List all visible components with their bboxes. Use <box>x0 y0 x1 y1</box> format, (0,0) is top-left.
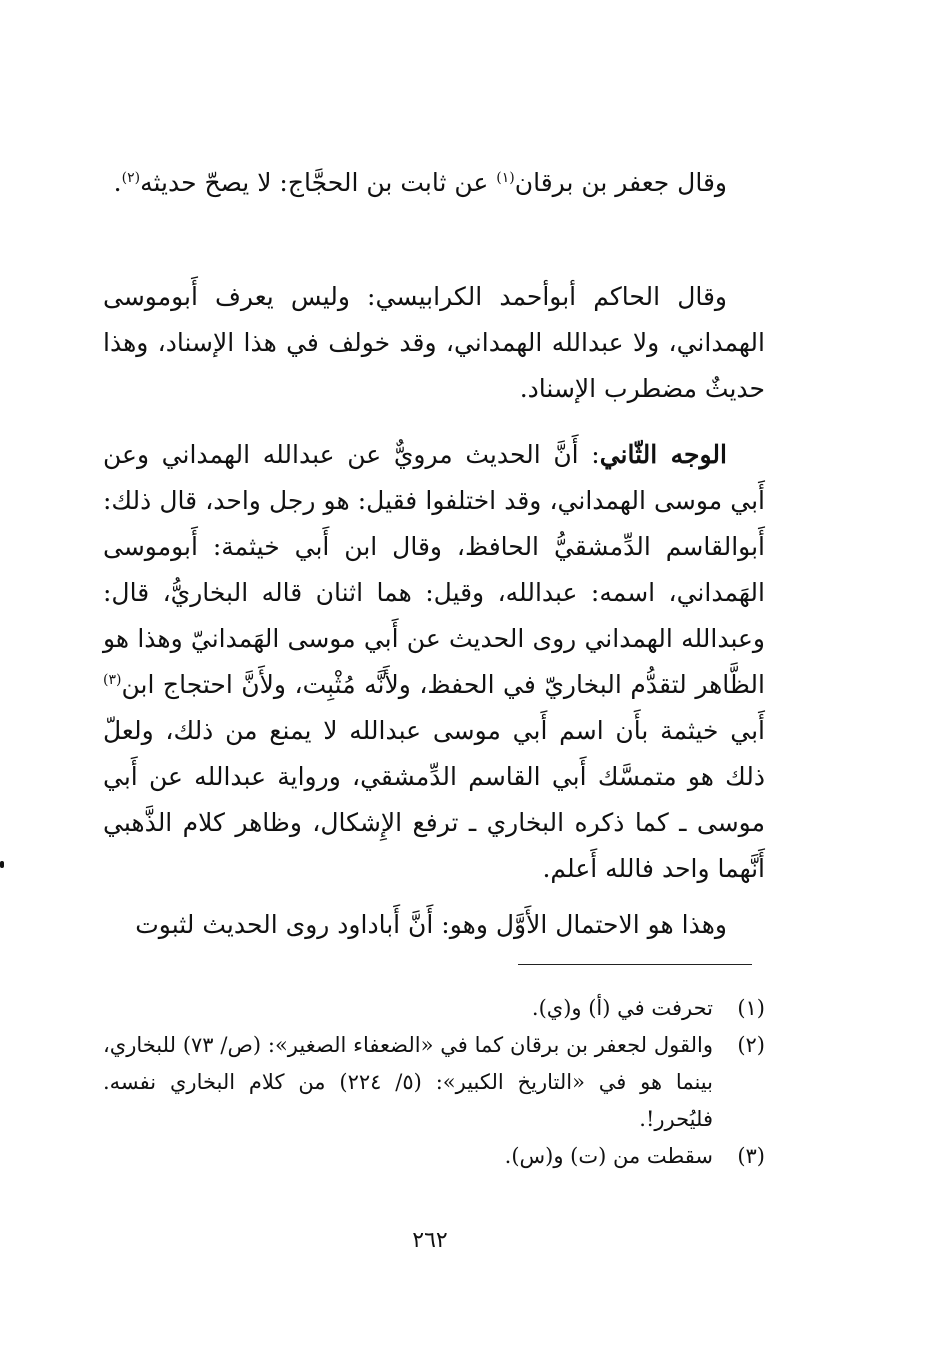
paragraph-3: الوجه الثّاني: أَنَّ الحديث مرويٌّ عن عبدالله الهمداني وعن أَبي موسى الهمداني، وقد اختلفوا فقيل: هو رجل واحد، قال ذلك: أَبوالقاسم الدِّمشقيُّ الحافظ، وقال ابن أَبي خيثمة: أَبوموسى الهَمداني، اسمه: عبدالله، وقيل: هما اثنان قاله البخاريُّ، قال: وعبدالله الهمداني روى الحديث عن أَبي موسى الهَمدانيّ وهذا هو الظَّاهر لتقدُّم البخاريّ في الحفظ، ولأَنَّه مُثْبِت، ولأَنَّ احتجاج ابن$^{(٣)}$ أَبي خيثمة بأَن اسم أَبي موسى عبدالله لا يمنع من ذلك، ولعلّ ذلك هو متمسَّك أَبي القاسم الدِّمشقي، ورواية عبدالله عن أَبي موسى ـ كما ذكره البخاري ـ ترفع الإِشكال، وظاهر كلام الذَّهبي أَنَّهما واحد فالله أَعلم. <box>103 440 765 883</box>
footnote-ref-1[interactable]: (١) <box>496 170 515 186</box>
footnote-text: تحرفت في (أ) و(ي). <box>531 996 713 1020</box>
paragraph-2: وقال الحاكم أبوأحمد الكرابيسي: وليس يعرف أَبوموسى الهمداني، ولا عبدالله الهمداني، وقد خولف في هذا الإسناد، وهذا حديثٌ مضطرب الإسناد. <box>103 282 765 403</box>
footnote-text: سقطت من (ت) و(س). <box>504 1144 713 1168</box>
main-text-4 <box>103 902 765 948</box>
section-heading: الوجه الثّاني <box>599 440 727 469</box>
footnote-3 <box>103 1138 765 1175</box>
footnote-number: (١) <box>737 996 765 1020</box>
paragraph-4: وهذا هو الاحتمال الأَوَّل وهو: أَنَّ أَباداود روى الحديث لثبوت <box>135 910 727 939</box>
footnote-2 <box>103 1027 765 1138</box>
footnote-number: (٢) <box>737 1033 765 1057</box>
footnote-ref-3[interactable]: (٣) <box>103 672 122 688</box>
footnote-ref-2[interactable]: (٢) <box>121 170 141 186</box>
footnote-1 <box>103 990 765 1027</box>
main-text <box>103 160 765 206</box>
footnote-separator <box>518 964 752 965</box>
footnote-number: (٣) <box>737 1144 765 1168</box>
main-text-3 <box>103 432 765 892</box>
paragraph-1: وقال جعفر بن برقان$^{(١)}$ عن ثابت بن الحجَّاج: لا يصحّ حديثه$^{(٢)}$. <box>113 168 727 197</box>
scan-mark <box>0 861 4 868</box>
footnote-text: والقول لجعفر بن برقان كما في «الضعفاء الصغير»: (ص/ ٧٣) للبخاري، بينما هو في «التاريخ الكبير»: (٥/ ٢٢٤) من كلام البخاري نفسه. فليُحرر!. <box>103 1033 713 1131</box>
page-number: ٢٦٢ <box>412 1228 448 1253</box>
main-text-2 <box>103 274 765 412</box>
footnotes <box>103 990 765 1175</box>
